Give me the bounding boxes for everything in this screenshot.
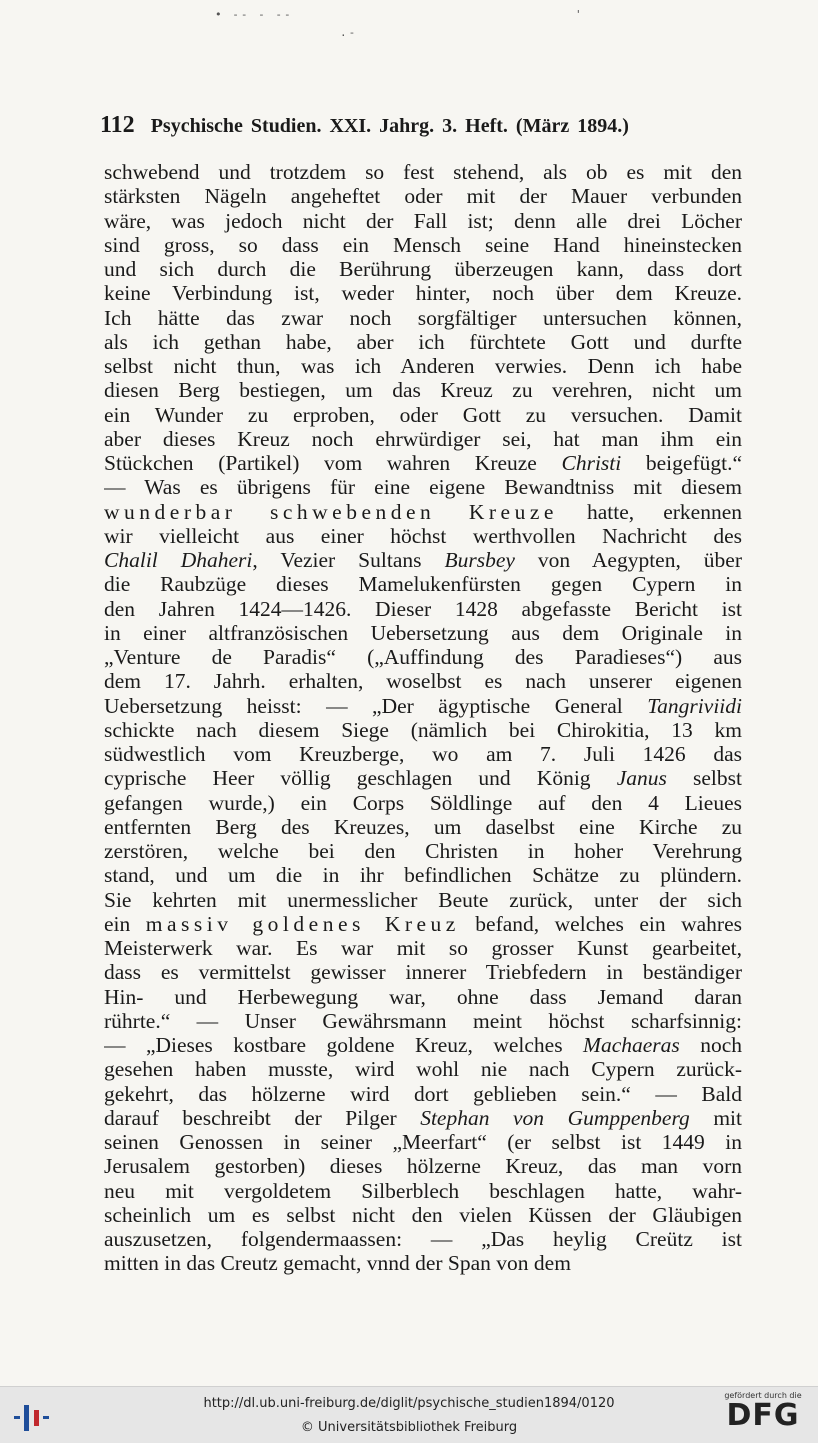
text-line [104, 718, 742, 742]
text-line [104, 378, 742, 402]
italic-name: Machaeras [583, 1033, 680, 1057]
text-segment: auszusetzen, folgendermaassen: — „Das heylig Creütz ist [104, 1227, 742, 1251]
text-line [104, 694, 742, 718]
text-line [104, 766, 742, 790]
text-line [104, 572, 742, 596]
text-segment: „Venture de Paradis“ („Auffindung des Paradieses“) aus [104, 645, 742, 669]
text-segment: sind gross, so dass ein Mensch seine Hand hineinstecken [104, 232, 742, 257]
text-segment: seinen Genossen in seiner „Meerfart“ (er selbst ist 1449 in [104, 1130, 742, 1154]
text-segment: südwestlich vom Kreuzberge, wo am 7. Juli 1426 das [104, 742, 742, 766]
dfg-logo-icon [718, 1391, 808, 1432]
text-segment: scheinlich um es selbst nicht den vielen Küssen der Gläubigen [104, 1202, 742, 1227]
text-segment: — „Dieses kostbare goldene Kreuz, welches [104, 1033, 584, 1057]
text-segment: schickte nach diesem Siege (nämlich bei Chirokitia, 13 km [104, 717, 742, 742]
dfg-logo-text: DFG [726, 1398, 800, 1433]
text-line [104, 936, 742, 960]
text-line [104, 1179, 742, 1203]
text-segment: entfernten Berg des Kreuzes, um daselbst eine Kirche zu [104, 814, 742, 839]
text-line [104, 888, 742, 912]
text-line [104, 233, 742, 257]
text-segment: beigefügt.“ [621, 451, 742, 475]
text-line [104, 985, 742, 1009]
text-line [104, 621, 742, 645]
text-line [104, 597, 742, 621]
text-line [104, 1251, 742, 1275]
text-line [104, 354, 742, 378]
text-line [104, 1009, 742, 1033]
text-line [104, 791, 742, 815]
text-line [104, 815, 742, 839]
text-segment: mitten in das Creutz gemacht, vnnd der Span von dem [104, 1251, 571, 1276]
text-segment: neu mit vergoldetem Silberblech beschlagen hatte, wahr- [104, 1178, 742, 1203]
text-line [104, 524, 742, 548]
text-segment: mit [689, 1105, 742, 1130]
italic-name: Chalil Dhaheri [104, 548, 253, 572]
text-line [104, 281, 742, 305]
text-segment: aber dieses Kreuz noch ehrwürdiger sei, hat man ihm ein [104, 426, 742, 451]
running-title: Psychische Studien. XXI. Jahrg. 3. Heft. (März 1894.) [150, 115, 629, 137]
page-number: 112 [100, 112, 135, 138]
text-segment: Sie kehrten mit unermesslicher Beute zurück, unter der sich [104, 887, 742, 912]
text-segment: und sich durch die Berührung überzeugen kann, dass dort [104, 257, 742, 281]
body-text [104, 160, 742, 1276]
text-line [104, 960, 742, 984]
text-line [104, 306, 742, 330]
italic-name: Stephan von Gumppenberg [420, 1105, 690, 1130]
text-segment: als ich gethan habe, aber ich fürchtete Gott und durfte [104, 329, 742, 354]
dfg-tagline: gefördert durch die [724, 1391, 802, 1400]
text-segment: hatte, erkennen [557, 499, 742, 524]
italic-name: Tangriviidi [647, 693, 742, 718]
text-line [104, 742, 742, 766]
text-segment: Ich hätte das zwar noch sorgfältiger untersuchen können, [104, 305, 742, 330]
running-header [100, 112, 745, 139]
text-segment: befand, welches ein wahres [459, 911, 742, 936]
text-segment: gefangen wurde,) ein Corps Söldlinge auf den 4 Lieues [104, 790, 742, 815]
text-line [104, 1033, 742, 1057]
viewer-footer [0, 1386, 818, 1443]
text-line [104, 427, 742, 451]
text-segment: zerstören, welche bei den Christen in hoher Verehrung [104, 839, 742, 863]
text-segment: darauf beschreibt der Pilger [104, 1105, 421, 1130]
text-line [104, 669, 742, 693]
text-segment: schwebend und trotzdem so fest stehend, als ob es mit den [104, 160, 742, 184]
copyright-notice: © Universitätsbibliothek Freiburg [300, 1420, 518, 1435]
text-line [104, 1130, 742, 1154]
text-segment: die Raubzüge dieses Mamelukenfürsten gegen Cypern in [104, 572, 742, 597]
text-segment: Uebersetzung heisst: — „Der ägyptische General [104, 693, 648, 718]
spaced-emphasis: wunderbar schwebenden Kreuze [104, 499, 558, 524]
text-line [104, 160, 742, 184]
text-line [104, 548, 742, 572]
text-segment: wir vielleicht aus einer höchst werthvollen Nachricht des [104, 523, 742, 548]
text-segment: den Jahren 1424—1426. Dieser 1428 abgefasste Bericht ist [104, 596, 742, 621]
text-line [104, 1082, 742, 1106]
text-line [104, 475, 742, 499]
document-url[interactable]: http://dl.ub.uni-freiburg.de/diglit/psychische_studien1894/0120 [203, 1396, 615, 1411]
text-segment: selbst [666, 766, 742, 791]
text-segment: gesehen haben musste, wird wohl nie nach Cypern zurück- [104, 1057, 742, 1082]
text-segment: ein Wunder zu erproben, oder Gott zu versuchen. Damit [104, 402, 742, 427]
text-segment: Jerusalem gestorben) dieses hölzerne Kreuz, das man vorn [104, 1154, 742, 1179]
text-line [104, 1106, 742, 1130]
text-line [104, 500, 742, 524]
text-segment: von Aegypten, über [514, 548, 742, 572]
text-segment: diesen Berg bestiegen, um das Kreuz zu verehren, nicht um [104, 378, 742, 403]
text-segment: keine Verbindung ist, weder hinter, noch über dem Kreuze. [104, 281, 742, 306]
text-line [104, 863, 742, 887]
text-line [104, 912, 742, 936]
scan-artifacts: • -- - -- ' .- [215, 8, 584, 39]
text-segment: ein [104, 911, 146, 936]
text-line [104, 209, 742, 233]
text-line [104, 1057, 742, 1081]
text-line [104, 1203, 742, 1227]
text-segment: Meisterwerk war. Es war mit so grosser Kunst gearbeitet, [104, 936, 742, 960]
text-line [104, 1227, 742, 1251]
spaced-emphasis: massiv goldenes Kreuz [145, 911, 460, 936]
text-segment: wäre, was jedoch nicht der Fall ist; denn alle drei Löcher [104, 208, 742, 233]
text-segment: — Was es übrigens für eine eigene Bewandtniss mit diesem [104, 475, 742, 500]
text-line [104, 1154, 742, 1178]
text-line [104, 451, 742, 475]
text-line [104, 184, 742, 208]
text-segment: gekehrt, das hölzerne wird dort geblieben sein.“ — Bald [104, 1081, 742, 1106]
text-line [104, 645, 742, 669]
italic-name: Bursbey [444, 548, 515, 572]
text-segment: , Vezier Sultans [252, 548, 445, 572]
text-segment: Stückchen (Partikel) vom wahren Kreuze [104, 451, 562, 475]
text-segment: rührte.“ — Unser Gewährsmann meint höchst scharfsinnig: [104, 1008, 742, 1033]
italic-name: Janus [616, 766, 667, 791]
text-segment: in einer altfranzösischen Uebersetzung aus dem Originale in [104, 620, 742, 645]
text-segment: cyprische Heer völlig geschlagen und König [104, 766, 617, 791]
text-segment: stand, und um die in ihr befindlichen Schätze zu plündern. [104, 863, 742, 888]
text-segment: dem 17. Jahrh. erhalten, woselbst es nach unserer eigenen [104, 669, 742, 694]
text-segment: stärksten Nägeln angeheftet oder mit der Mauer verbunden [104, 184, 742, 209]
text-segment: noch [679, 1033, 742, 1057]
text-line [104, 257, 742, 281]
text-segment: selbst nicht thun, was ich Anderen verwies. Denn ich habe [104, 354, 742, 378]
text-line [104, 839, 742, 863]
italic-name: Christi [561, 451, 622, 475]
text-line [104, 330, 742, 354]
text-line [104, 403, 742, 427]
text-segment: dass es vermittelst gewisser innerer Triebfedern in beständiger [104, 960, 742, 985]
text-segment: Hin- und Herbewegung war, ohne dass Jemand daran [104, 984, 742, 1009]
